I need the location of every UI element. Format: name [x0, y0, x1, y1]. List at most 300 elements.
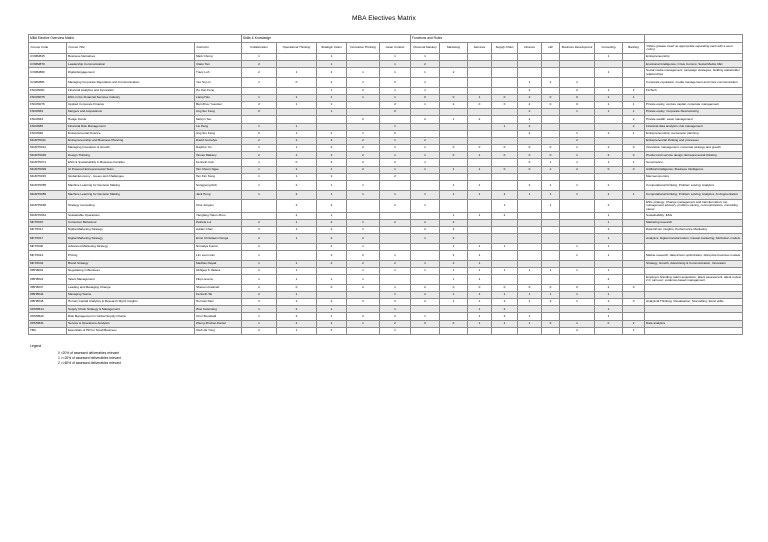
cell-supply-chain: 1 [492, 200, 518, 213]
cell-strategic-vision: 2 [317, 327, 347, 334]
col-innovative-thinking: Innovative Thinking [347, 43, 380, 54]
cell-finance: 1 [518, 320, 542, 327]
cell-others: Employer branding; talent acquisition; talent assessment; talent review 2.0; turnover; evidence-based management [646, 274, 742, 283]
cell-innovative-thinking [347, 101, 380, 108]
cell-collaboration: 1 [242, 77, 277, 87]
cell-operational-thinking [277, 109, 317, 116]
cell-finance: 1 [518, 313, 542, 320]
cell-personal-mastery: 2 [411, 219, 440, 226]
table-row [29, 61, 743, 68]
table-row [29, 243, 743, 250]
cell-personal-mastery [411, 243, 440, 250]
cell-collaboration: 2 [242, 152, 277, 159]
table-row [29, 227, 743, 234]
cell-marketing [440, 123, 468, 130]
cell-asian-context [380, 116, 411, 123]
cell-business-development [560, 219, 595, 226]
cell-asian-context: 2 [380, 77, 411, 87]
cell-innovative-thinking [347, 212, 380, 219]
cell-marketing: 1 [440, 267, 468, 274]
cell-others: Emotional Intelligence; Crisis Comms; Social Media; DEI [645, 61, 743, 68]
cell-innovative-thinking: 2 [347, 116, 380, 123]
cell-finance [518, 251, 542, 261]
cell-strategic-vision: 1 [317, 61, 347, 68]
cell-operational-thinking: 1 [277, 130, 317, 137]
cell-marketing: 0 [440, 145, 468, 152]
cell-finance: 2 [518, 101, 542, 108]
cell-hr [542, 173, 560, 180]
cell-hr [542, 234, 560, 244]
cell-banking [623, 173, 645, 180]
cell-banking: 2 [623, 116, 645, 123]
cell-innovative-thinking: 2 [347, 234, 380, 244]
cell-course-title: Design Thinking [67, 152, 195, 159]
cell-course-title: Entrepreneurial Finance [67, 130, 195, 137]
cell-asian-context [380, 181, 411, 191]
table-row [29, 101, 743, 108]
cell-instructor: Tan Kim Song [195, 173, 242, 180]
col-consulting: Consulting [595, 43, 623, 54]
cell-marketing [440, 54, 468, 61]
cell-business-development [560, 116, 595, 123]
cell-services [468, 137, 492, 144]
legend-item: 2 >=60% of assessed deliverables relevant [58, 360, 121, 365]
cell-supply-chain: 0 [492, 284, 518, 291]
cell-business-development: 1 [560, 77, 595, 87]
cell-innovative-thinking [347, 327, 380, 334]
cell-consulting: 1 [595, 54, 623, 61]
cell-finance: 1 [518, 190, 542, 200]
cell-banking: 0 [623, 284, 645, 291]
cell-consulting: 1 [595, 243, 623, 250]
cell-strategic-vision [317, 116, 347, 123]
cell-instructor: Liang Hao [195, 94, 242, 101]
cell-asian-context: 1 [380, 94, 411, 101]
cell-operational-thinking: 2 [277, 306, 317, 313]
cell-banking [623, 313, 645, 320]
cell-business-development: 2 [560, 137, 595, 144]
cell-supply-chain: 1 [492, 243, 518, 250]
cell-marketing [440, 87, 468, 94]
cell-operational-thinking: 1 [277, 166, 317, 173]
col-instructor: Instructor [195, 43, 242, 54]
cell-others: Private equity; Corporate Restructuring [645, 109, 743, 116]
cell-strategic-vision: 2 [317, 219, 347, 226]
cell-marketing: 2 [440, 260, 468, 267]
cell-collaboration: 0 [242, 109, 277, 116]
cell-strategic-vision: 1 [317, 313, 347, 320]
cell-others [645, 313, 743, 320]
cell-marketing: 0 [440, 320, 468, 327]
cell-supply-chain: 0 [492, 94, 518, 101]
cell-hr: 1 [542, 291, 560, 298]
page-title: MBA Electives Matrix [352, 15, 416, 22]
cell-services [468, 77, 492, 87]
cell-business-development [560, 313, 595, 320]
cell-asian-context: 0 [380, 130, 411, 137]
cell-others: Marketing research [645, 219, 743, 226]
cell-course-code: MKT6607 [29, 219, 67, 226]
cell-finance [518, 327, 542, 334]
cell-collaboration: 2 [242, 61, 277, 68]
cell-supply-chain [492, 109, 518, 116]
cell-course-title: Pricing [67, 251, 195, 261]
cell-asian-context: 2 [380, 173, 411, 180]
cell-marketing: 2 [440, 101, 468, 108]
cell-services: 0 [468, 101, 492, 108]
cell-finance: 0 [518, 284, 542, 291]
cell-asian-context: 1 [380, 61, 411, 68]
cell-strategic-vision: 2 [317, 145, 347, 152]
cell-asian-context: 2 [380, 101, 411, 108]
cell-finance [518, 260, 542, 267]
table-row [29, 152, 743, 159]
cell-others: Governance [645, 159, 743, 166]
cell-finance: 2 [518, 94, 542, 101]
cell-others: FinTech [645, 87, 743, 94]
cell-collaboration: 1 [242, 190, 277, 200]
cell-course-code: MGMT6055 [29, 181, 67, 191]
cell-collaboration: 2 [242, 68, 277, 78]
cell-collaboration: 1 [242, 320, 277, 327]
cell-hr: 1 [542, 267, 560, 274]
table-row [29, 275, 743, 285]
cell-course-title: ESG & Sustainability in Business Families [67, 159, 195, 166]
cell-marketing: 2 [440, 243, 468, 250]
cell-others: Analytics; Digital transformation; Causal marketing; Attribution models [645, 234, 743, 244]
cell-course-code: OBH8644 [29, 291, 67, 298]
cell-innovative-thinking: 2 [347, 166, 380, 173]
cell-consulting: 1 [595, 68, 623, 78]
cell-course-code: MKT6630 [29, 243, 67, 250]
cell-instructor: Woo Kwan Eng [195, 306, 242, 313]
cell-others: Strategy, Growth, Advertising & Communication, Innovation [645, 260, 743, 267]
cell-course-code: MGMT6061 [29, 212, 67, 219]
cell-supply-chain [492, 260, 518, 267]
cell-personal-mastery: 1 [411, 313, 440, 320]
table-row [29, 145, 743, 152]
cell-collaboration: 2 [242, 137, 277, 144]
cell-personal-mastery: 1 [411, 68, 440, 78]
cell-course-title: Digital Marketing Strategy [67, 227, 195, 234]
cell-asian-context: 1 [380, 68, 411, 78]
cell-banking [623, 68, 645, 78]
cell-course-title: Human Capital Analytics & Research Mgmt Insights [67, 298, 195, 305]
cell-consulting: 1 [595, 212, 623, 219]
cell-supply-chain: 0 [492, 145, 518, 152]
cell-marketing: 1 [440, 291, 468, 298]
cell-banking [623, 291, 645, 298]
cell-strategic-vision: 0 [317, 284, 347, 291]
cell-finance: 0 [518, 159, 542, 166]
cell-strategic-vision: 2 [317, 243, 347, 250]
cell-consulting [595, 173, 623, 180]
cell-operational-thinking: 1 [277, 260, 317, 267]
cell-hr [542, 212, 560, 219]
cell-services: 1 [468, 152, 492, 159]
cell-course-code: FNC86076 [29, 101, 67, 108]
cell-marketing: 1 [440, 116, 468, 123]
cell-hr: 2 [542, 298, 560, 305]
cell-hr [542, 116, 560, 123]
cell-innovative-thinking [347, 306, 380, 313]
cell-business-development: 1 [560, 267, 595, 274]
group-functions: Functions and Roles [411, 35, 645, 43]
cell-marketing: 1 [440, 212, 468, 219]
cell-operational-thinking: 2 [277, 190, 317, 200]
cell-course-code: OPM8626 [29, 313, 67, 320]
cell-course-title: Service & Operations Analytics [67, 320, 195, 327]
cell-asian-context: 1 [380, 291, 411, 298]
cell-collaboration: 2 [242, 284, 277, 291]
cell-operational-thinking [277, 243, 317, 250]
cell-banking [623, 61, 645, 68]
cell-innovative-thinking [347, 200, 380, 213]
cell-finance: 2 [518, 130, 542, 137]
cell-personal-mastery: 2 [411, 116, 440, 123]
cell-marketing: 1 [440, 298, 468, 305]
cell-business-development [560, 173, 595, 180]
cell-others: Corporate reputation, media management and crisis communication [645, 77, 743, 87]
cell-asian-context: 2 [380, 313, 411, 320]
table-row [29, 166, 743, 173]
cell-business-development [560, 123, 595, 130]
cell-marketing: 0 [440, 284, 468, 291]
cell-instructor: Yangfang Helen Zhou [195, 212, 242, 219]
cell-innovative-thinking: 1 [347, 267, 380, 274]
cell-operational-thinking: 1 [277, 291, 317, 298]
cell-others [645, 291, 743, 298]
table-row [29, 116, 743, 123]
cell-business-development: 0 [560, 94, 595, 101]
cell-hr: 1 [542, 181, 560, 191]
cell-business-development [560, 54, 595, 61]
cell-business-development: 0 [560, 101, 595, 108]
cell-banking: 1 [623, 101, 645, 108]
cell-consulting: 2 [595, 152, 623, 159]
cell-marketing: 2 [440, 251, 468, 261]
cell-asian-context [380, 227, 411, 234]
cell-innovative-thinking: 2 [347, 137, 380, 144]
cell-asian-context: 2 [380, 260, 411, 267]
cell-others: Computational thinking; Problem solving; Analytics; AI Augmentation [645, 190, 743, 200]
cell-finance [518, 227, 542, 234]
cell-business-development [560, 306, 595, 313]
cell-business-development: 2 [560, 166, 595, 173]
cell-asian-context [380, 234, 411, 244]
cell-innovative-thinking: 2 [347, 159, 380, 166]
cell-course-code: MGMT6071 [29, 159, 67, 166]
cell-consulting: 1 [595, 159, 623, 166]
cell-strategic-vision [317, 123, 347, 130]
cell-course-code: FNC8663 [29, 109, 67, 116]
cell-course-title: Essentials of HR for Small Business [67, 327, 195, 334]
cell-others: ESG strategy; Change management and transformation; top management advisory, problem solving, communications, consulting career [645, 200, 743, 213]
cell-finance: 1 [518, 267, 542, 274]
table-header [29, 35, 743, 54]
cell-instructor: Ang Ser Keng [195, 130, 242, 137]
cell-collaboration: 2 [242, 101, 277, 108]
cell-consulting: 0 [595, 166, 623, 173]
cell-others: Private equity, venture capital, corporate management [645, 101, 743, 108]
cell-consulting: 1 [595, 219, 623, 226]
cell-instructor: Shereen Fatimah [195, 284, 242, 291]
cell-personal-mastery [411, 109, 440, 116]
cell-personal-mastery: 1 [411, 54, 440, 61]
cell-innovative-thinking: 2 [347, 284, 380, 291]
cell-others: Innovation management; corporate strategy and growth [645, 145, 743, 152]
cell-course-title: Managing Teams [67, 291, 195, 298]
cell-strategic-vision: 2 [317, 152, 347, 159]
table-row [29, 219, 743, 226]
cell-strategic-vision: 1 [317, 173, 347, 180]
cell-business-development: 1 [560, 251, 595, 261]
group-header-row [29, 35, 743, 43]
cell-hr: 0 [542, 101, 560, 108]
cell-finance [518, 234, 542, 244]
cell-asian-context [380, 275, 411, 285]
cell-consulting: 2 [595, 227, 623, 234]
table-row [29, 123, 743, 130]
cell-instructor: Bart Zhou Yueshen [195, 101, 242, 108]
cell-consulting [595, 137, 623, 144]
cell-hr [542, 243, 560, 250]
cell-personal-mastery [411, 123, 440, 130]
cell-marketing: 1 [440, 275, 468, 285]
cell-others: Social media management; campaign strategies; building stakeholder relationships [645, 68, 743, 78]
cell-innovative-thinking: 1 [347, 219, 380, 226]
cell-asian-context: 2 [380, 320, 411, 327]
cell-instructor: Tracy Loh [195, 68, 242, 78]
cell-services: 1 [468, 267, 492, 274]
cell-supply-chain: 2 [492, 298, 518, 305]
cell-consulting: 1 [595, 101, 623, 108]
cell-personal-mastery: 1 [411, 267, 440, 274]
cell-marketing [440, 173, 468, 180]
cell-others [645, 284, 743, 291]
cell-course-title: Managing Corporate Reputation and Communication [67, 77, 195, 87]
table-row [29, 87, 743, 94]
cell-finance [518, 61, 542, 68]
table-row [29, 181, 743, 191]
cell-collaboration: 0 [242, 130, 277, 137]
cell-instructor: Choi Jungsiu [195, 200, 242, 213]
cell-finance [518, 212, 542, 219]
cell-services [468, 227, 492, 234]
cell-business-development [560, 260, 595, 267]
cell-finance [518, 200, 542, 213]
electives-matrix-table [28, 34, 743, 335]
cell-asian-context: 2 [380, 298, 411, 305]
cell-strategic-vision: 2 [317, 68, 347, 78]
cell-supply-chain: 0 [492, 152, 518, 159]
cell-finance [518, 54, 542, 61]
cell-asian-context: 1 [380, 190, 411, 200]
cell-innovative-thinking [347, 173, 380, 180]
cell-asian-context: 1 [380, 152, 411, 159]
cell-course-code: FNC86075 [29, 94, 67, 101]
cell-strategic-vision: 2 [317, 251, 347, 261]
cell-strategic-vision: 2 [317, 77, 347, 87]
cell-finance [518, 68, 542, 78]
cell-services [468, 219, 492, 226]
cell-finance: 2 [518, 181, 542, 191]
cell-services [468, 87, 492, 94]
cell-services [468, 123, 492, 130]
cell-course-title: Advanced Marketing Strategy [67, 243, 195, 250]
cell-operational-thinking: 2 [277, 212, 317, 219]
cell-collaboration: 2 [242, 227, 277, 234]
cell-innovative-thinking: 1 [347, 190, 380, 200]
cell-others: Sustainability; ESG [645, 212, 743, 219]
cell-course-title: Financial Risk Management [67, 123, 195, 130]
cell-personal-mastery: 1 [411, 166, 440, 173]
cell-operational-thinking: 1 [277, 94, 317, 101]
cell-operational-thinking [277, 61, 317, 68]
cell-course-code: MGMT6093 [29, 166, 67, 173]
cell-hr: 0 [542, 284, 560, 291]
cell-instructor: Lim Leon Gim [195, 251, 242, 261]
cell-operational-thinking [277, 251, 317, 261]
cell-consulting: 2 [595, 275, 623, 285]
cell-course-code: COMM845 [29, 54, 67, 61]
table-row [29, 251, 743, 261]
cell-hr: 1 [542, 200, 560, 213]
cell-banking [623, 275, 645, 285]
cell-innovative-thinking: 1 [347, 243, 380, 250]
cell-banking [623, 200, 645, 213]
cell-personal-mastery [411, 212, 440, 219]
legend-title: Legend [30, 343, 42, 348]
cell-business-development [560, 275, 595, 285]
cell-business-development: 1 [560, 145, 595, 152]
cell-operational-thinking: 2 [277, 298, 317, 305]
cell-instructor: Sungjoong Roh [195, 181, 242, 191]
cell-others: Market research; data driven optimization; disruptive business models [645, 251, 743, 261]
cell-strategic-vision: 2 [317, 137, 347, 144]
cell-strategic-vision: 1 [317, 101, 347, 108]
cell-banking [623, 243, 645, 250]
cell-hr [542, 275, 560, 285]
cell-personal-mastery: 2 [411, 298, 440, 305]
cell-others: Data Driven Insights; Performance Marketing [645, 227, 743, 234]
cell-instructor: Oiah Jia Yong [195, 327, 242, 334]
cell-services: 1 [468, 298, 492, 305]
cell-personal-mastery: 1 [411, 145, 440, 152]
cell-innovative-thinking: 2 [347, 145, 380, 152]
cell-finance: 1 [518, 298, 542, 305]
cell-consulting: 1 [595, 87, 623, 94]
cell-services: 1 [468, 251, 492, 261]
matrix-container [0, 34, 768, 335]
table-row [29, 94, 743, 101]
cell-finance: 2 [518, 109, 542, 116]
cell-hr: 0 [542, 145, 560, 152]
cell-personal-mastery [411, 306, 440, 313]
cell-personal-mastery [411, 251, 440, 261]
cell-services: 1 [468, 320, 492, 327]
cell-banking [623, 227, 645, 234]
cell-course-title: Negotiating in Business [67, 267, 195, 274]
cell-finance [518, 173, 542, 180]
cell-services: 1 [468, 291, 492, 298]
col-hr: HR [542, 43, 560, 54]
cell-banking [623, 77, 645, 87]
legend [0, 335, 768, 366]
cell-hr [542, 109, 560, 116]
cell-supply-chain: 2 [492, 313, 518, 320]
table-row [29, 320, 743, 327]
